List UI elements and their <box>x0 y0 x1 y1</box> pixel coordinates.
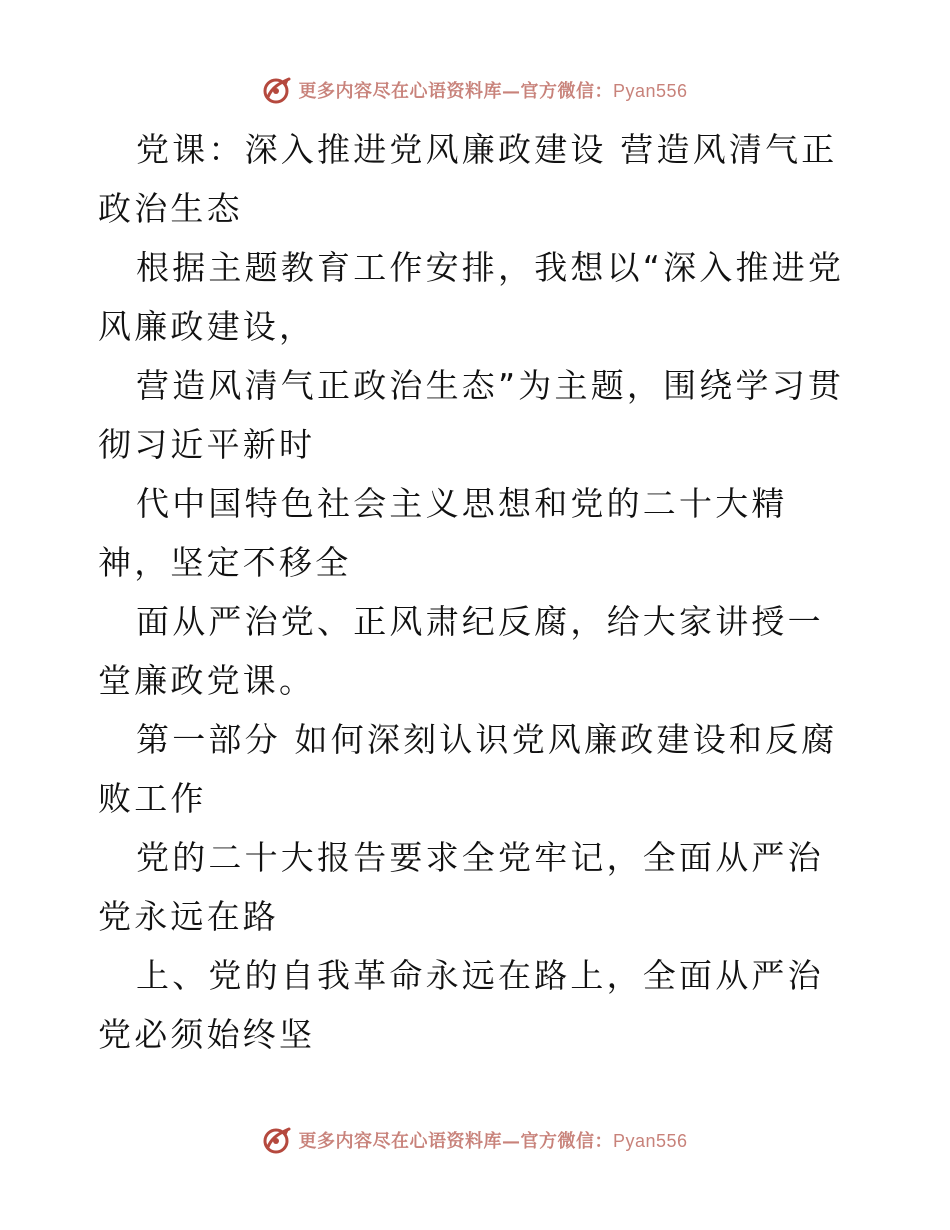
document-paragraph: 党的二十大报告要求全党牢记，全面从严治党永远在路 <box>98 838 824 936</box>
document-paragraph: 第一部分 如何深刻认识党风廉政建设和反腐败工作 <box>98 720 838 818</box>
header-watermark-banner <box>0 70 950 110</box>
header-watermark-text: 更多内容尽在心语资料库—官方微信：Pyan556 <box>298 81 688 102</box>
document-paragraph: 根据主题教育工作安排，我想以“深入推进党风廉政建设， <box>98 248 845 346</box>
document-paragraph: 上、党的自我革命永远在路上，全面从严治党必须始终坚 <box>98 956 824 1054</box>
pen-swirl-logo-icon <box>262 1125 292 1155</box>
document-paragraph: 营造风清气正政治生态”为主题，围绕学习贯彻习近平新时 <box>98 366 845 464</box>
footer-watermark-banner <box>0 1120 950 1160</box>
pen-swirl-logo-icon <box>262 75 292 105</box>
document-body <box>98 120 858 1064</box>
document-paragraph: 代中国特色社会主义思想和党的二十大精神，坚定不移全 <box>98 484 788 582</box>
document-paragraph: 党课：深入推进党风廉政建设 营造风清气正政治生态 <box>98 130 838 228</box>
document-paragraph: 面从严治党、正风肃纪反腐，给大家讲授一堂廉政党课。 <box>98 602 824 700</box>
footer-watermark-text: 更多内容尽在心语资料库—官方微信：Pyan556 <box>298 1131 688 1152</box>
